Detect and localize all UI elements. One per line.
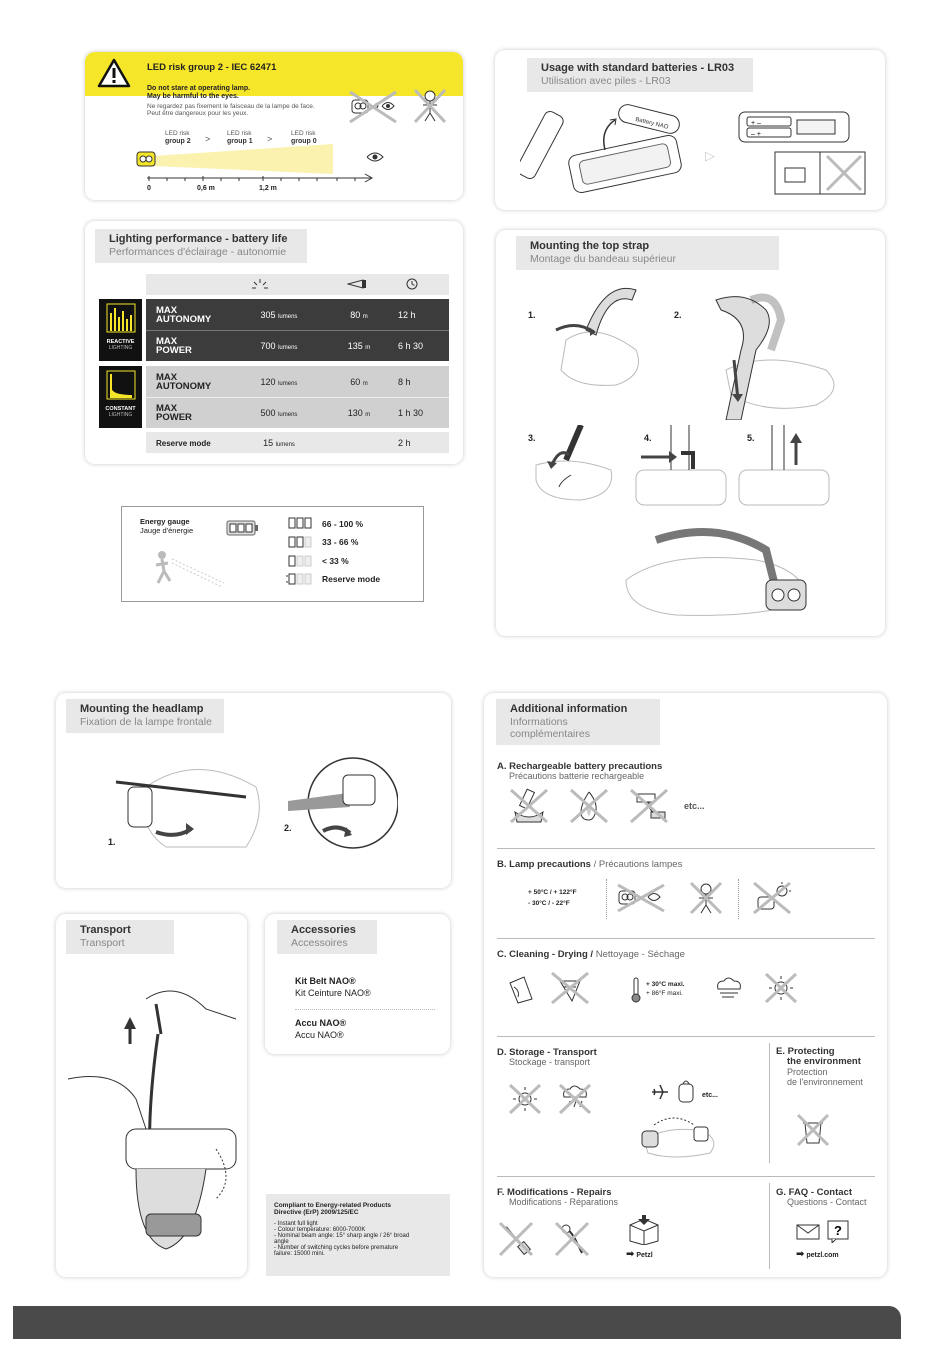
etc-d: etc...	[702, 1092, 718, 1099]
petzl-site-link[interactable]: ➡ petzl.com	[796, 1249, 839, 1260]
b-divider-1	[606, 879, 607, 919]
transport-panel	[56, 914, 247, 1277]
compliance-title-1: Compliant to Energy-related Products	[274, 1202, 392, 1209]
dist-0: 0	[147, 185, 151, 192]
return-box-icon	[626, 1215, 662, 1245]
top-strap-panel	[496, 230, 885, 636]
section-f-title: F. Modifications - Repairs Modifications - Réparations	[497, 1187, 619, 1207]
temp-lo: - 30°C / - 22°F	[528, 900, 570, 907]
strap-step-5: 5.	[747, 433, 755, 443]
temp-hi: + 50°C / + 122°F	[528, 889, 577, 896]
level-low-label: < 33 %	[322, 556, 349, 566]
reactive-badge	[99, 299, 142, 361]
eye-icon	[365, 148, 385, 166]
accessories-title: Accessories Accessoires	[277, 920, 377, 954]
reactive-divider	[146, 330, 449, 331]
child-prohibited-icon	[413, 88, 447, 124]
perf-header	[146, 274, 449, 295]
batteries-panel	[495, 50, 885, 210]
reactive-label-1: REACTIVE	[106, 339, 135, 345]
stare-prohibited-icon-b	[616, 883, 666, 913]
strap-step-2-illustration	[696, 290, 866, 420]
section-e-title: E. Protecting the environment Protection de l'environnement	[776, 1046, 863, 1087]
transport-title: Transport Transport	[66, 920, 174, 954]
strap-step-4-illustration	[631, 425, 731, 515]
accessory-1-en: Kit Belt NAO®	[295, 976, 356, 986]
energy-gauge-title-fr: Jauge d'énergie	[140, 526, 194, 535]
perf-row-constant-autonomy: MAX AUTONOMY 120 lumens 60 m 8 h	[156, 372, 411, 392]
b-divider-2	[738, 879, 739, 919]
dist-12: 1,2 m	[259, 185, 277, 192]
section-g-title: G. FAQ - Contact Questions - Contact	[776, 1187, 867, 1207]
top-strap-title: Mounting the top strap Montage du bandeau supérieur	[516, 236, 779, 270]
additional-info-panel	[484, 693, 887, 1277]
divider-d	[497, 1176, 875, 1177]
accessory-2-fr: Accu NAO®	[295, 1030, 344, 1040]
plane-icon	[650, 1083, 670, 1101]
section-d-title: D. Storage - Transport Stockage - transport	[497, 1047, 597, 1067]
brightness-icon	[252, 278, 268, 290]
storage-lamp-illustration	[634, 1111, 724, 1161]
compliance-line-2: - Colour temperature: 6000-7000K	[274, 1227, 366, 1233]
risk-group-0: LED risk group 0	[291, 130, 317, 145]
accessory-2-en: Accu NAO®	[295, 1018, 347, 1028]
led-risk-panel	[85, 52, 463, 200]
arrow-right-icon: ▷	[705, 148, 715, 163]
strap-step-4: 4.	[644, 433, 652, 443]
arrow-right-filled-icon: ➡	[796, 1249, 805, 1260]
constant-graph-icon	[106, 370, 136, 400]
tool-prohibited-icon	[554, 1221, 590, 1257]
storage-rain-prohibited-icon	[558, 1083, 592, 1115]
headlamp-title: Mounting the headlamp Fixation de la lampe frontale	[66, 699, 224, 733]
section-a-title: A. Rechargeable battery precautions Précautions batterie rechargeable	[497, 761, 663, 781]
section-b-title: B. Lamp precautions / Précautions lampes	[497, 859, 683, 870]
transport-illustration	[66, 979, 246, 1269]
headlamp-step-1: 1.	[108, 837, 116, 847]
thermometer-icon	[630, 976, 642, 1004]
beam-distance-icon	[347, 279, 367, 289]
performance-panel	[85, 221, 463, 464]
reactive-label-2: LIGHTING	[108, 345, 133, 351]
battery-fire-prohibited-icon	[569, 788, 609, 824]
battery-slots-illustration	[735, 110, 870, 200]
svg-text:– +: – +	[751, 131, 761, 138]
compliance-line-1: - Instant full light	[274, 1221, 318, 1227]
gt-2: >	[267, 134, 273, 144]
warning-fr-1: Ne regardez pas fixement le faisceau de la lampe de face.	[147, 103, 315, 110]
dist-06: 0,6 m	[197, 185, 215, 192]
gt-1: >	[205, 134, 211, 144]
strap-step-3: 3.	[528, 433, 536, 443]
divider-c	[497, 1036, 875, 1037]
strap-step-5-illustration	[734, 425, 844, 515]
clean-temp-hi: + 30°C maxi.	[646, 981, 685, 988]
battery-case-illustration	[520, 100, 700, 200]
led-risk-header	[85, 52, 463, 96]
sun-dry-prohibited-icon	[764, 972, 798, 1004]
risk-group-2: LED risk group 2	[165, 130, 191, 145]
perf-row-constant-power: MAX POWER 500 lumens 130 m 1 h 30	[156, 403, 424, 423]
stare-prohibited-icon	[348, 90, 398, 124]
headlamp-step-2: 2.	[284, 823, 292, 833]
energy-gauge-box	[121, 506, 424, 602]
level-reserve-label: Reserve mode	[322, 574, 381, 584]
divider-b	[497, 938, 875, 939]
clean-temp-lo: + 86°F maxi.	[646, 990, 683, 997]
constant-label-1: CONSTANT	[105, 406, 136, 412]
air-dry-icon	[712, 975, 746, 1001]
wipe-icon	[506, 973, 536, 1005]
clock-icon	[406, 278, 418, 290]
battery-water-prohibited-icon	[509, 788, 549, 824]
performance-title: Lighting performance - battery life Performances d'éclairage - autonomie	[95, 229, 307, 263]
battery-nao-label: Battery NAO	[634, 116, 669, 131]
constant-badge	[99, 366, 142, 428]
f-g-divider	[769, 1183, 770, 1269]
solvent-prohibited-icon	[550, 971, 590, 1005]
arrow-right-filled-icon: ➡	[626, 1249, 635, 1260]
level-mid-label: 33 - 66 %	[322, 537, 359, 547]
level-full-label: 66 - 100 %	[322, 519, 364, 529]
led-risk-title: LED risk group 2 - IEC 62471	[147, 62, 277, 73]
compliance-line-3: - Nominal beam angle: 15° sharp angle / 26° broad	[274, 1233, 410, 1239]
level-mid-icon	[288, 536, 312, 548]
compliance-line-5: - Number of switching cycles before premature	[274, 1245, 399, 1251]
warning-en-1: Do not stare at operating lamp.	[147, 85, 251, 92]
helmet-illustration	[106, 757, 266, 857]
battery-hammer-prohibited-icon	[629, 788, 669, 824]
headlamp-panel	[56, 693, 451, 888]
compliance-line-6: failure: 15000 mini.	[274, 1251, 325, 1257]
compliance-line-4: angle	[274, 1239, 289, 1245]
level-reserve-icon	[285, 572, 313, 586]
petzl-return-link[interactable]: ➡ Petzl	[626, 1249, 653, 1260]
battery-full-icon	[226, 519, 260, 537]
compliance-box	[266, 1194, 450, 1276]
perf-row-reactive-power: MAX POWER 700 lumens 135 m 6 h 30	[156, 336, 424, 356]
constant-divider	[146, 397, 449, 398]
accessory-1-fr: Kit Ceinture NAO®	[295, 988, 371, 998]
divider-a	[497, 848, 875, 849]
perf-row-reactive-autonomy: MAX AUTONOMY 305 lumens 80 m 12 h	[156, 305, 416, 325]
section-c-title: C. Cleaning - Drying / Nettoyage - Séchage	[497, 949, 685, 960]
compliance-title-2: Directive (ErP) 2009/125/EC	[274, 1209, 359, 1216]
strap-step-1: 1.	[528, 310, 536, 320]
runner-illustration	[152, 549, 232, 589]
warning-en-2: May be harmful to the eyes.	[147, 93, 239, 100]
strap-step-2: 2.	[674, 310, 682, 320]
footer-bar	[13, 1306, 901, 1339]
strap-step-1-illustration	[536, 280, 666, 390]
level-low-icon	[288, 555, 312, 567]
child-prohibited-icon-b	[689, 881, 723, 915]
trash-prohibited-icon	[796, 1113, 830, 1147]
risk-group-1: LED risk group 1	[227, 130, 253, 145]
backpack-icon	[676, 1078, 696, 1104]
reactive-graph-icon	[106, 303, 136, 333]
strap-final-illustration	[616, 520, 826, 620]
warning-fr-2: Peut être dangereux pour les yeux.	[147, 110, 249, 117]
warning-icon	[97, 58, 131, 88]
additional-title: Additional information Informations complémentaires	[496, 699, 660, 745]
constant-label-2: LIGHTING	[108, 412, 133, 418]
question-icon	[826, 1219, 850, 1243]
screwdriver-prohibited-icon	[498, 1221, 534, 1257]
storage-sun-prohibited-icon	[508, 1083, 542, 1115]
energy-gauge-title-en: Energy gauge	[140, 517, 190, 526]
perf-row-reserve: Reserve mode 15 lumens 2 h	[156, 438, 411, 448]
etc-a: etc...	[684, 801, 705, 811]
d-e-divider	[769, 1043, 770, 1163]
svg-text:+ –: + –	[751, 120, 761, 127]
envelope-icon	[796, 1223, 820, 1241]
sun-prohibited-icon-b	[752, 881, 792, 915]
svg-text:?: ?	[834, 1223, 842, 1238]
buckle-detail-illustration	[288, 753, 398, 853]
distance-ticks	[147, 176, 367, 182]
level-full-icon	[288, 517, 312, 529]
accessory-divider	[295, 1009, 435, 1010]
batteries-title: Usage with standard batteries - LR03 Utilisation avec piles - LR03	[527, 58, 753, 92]
accessories-panel	[265, 914, 450, 1054]
strap-step-3-illustration	[531, 425, 621, 505]
